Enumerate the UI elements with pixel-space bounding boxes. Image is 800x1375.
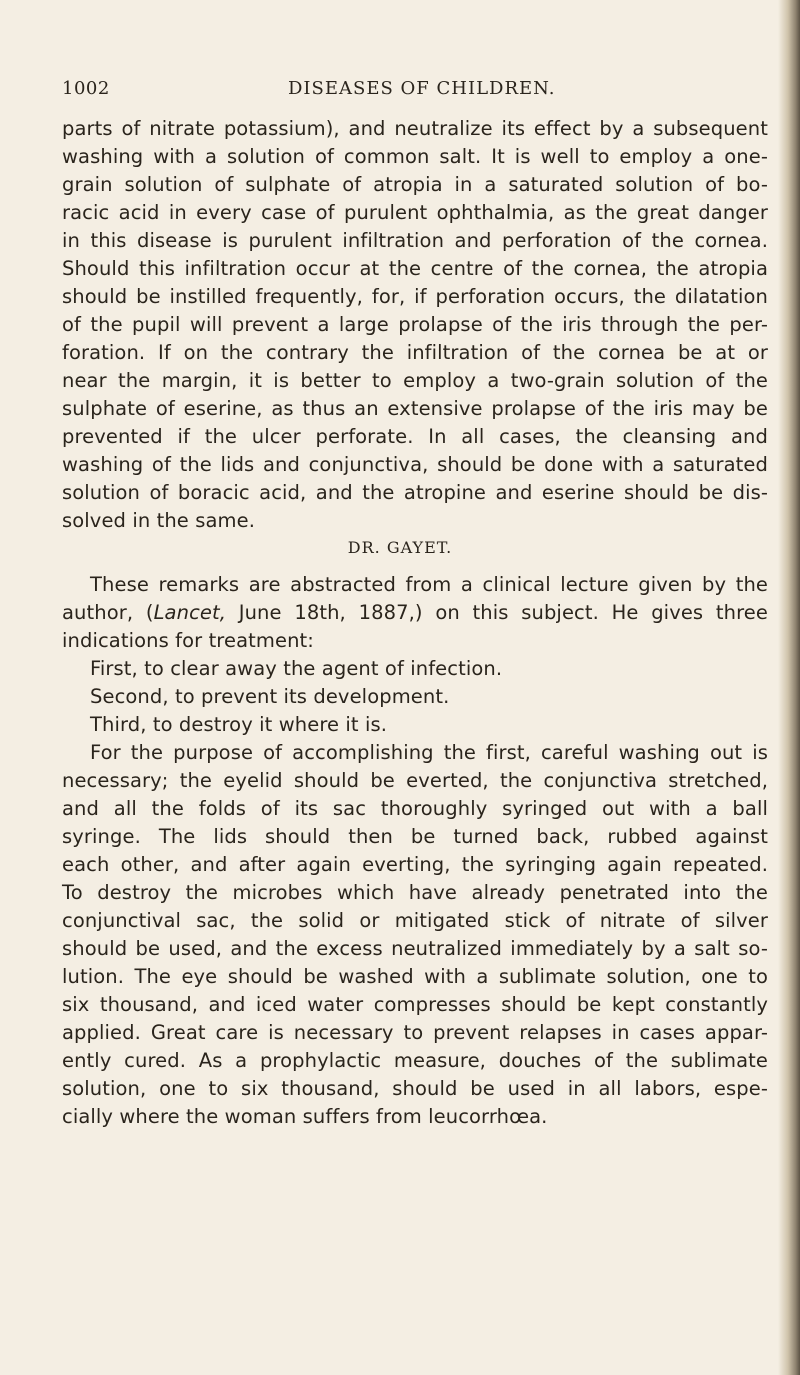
indication-item: Third, to destroy it where it is. bbox=[90, 713, 388, 736]
section-heading: DR. GAYET. bbox=[347, 538, 453, 557]
text-line: should be instilled frequently, for, if perforation occurs, the dilatation bbox=[62, 285, 768, 308]
running-title: DISEASES OF CHILDREN. bbox=[288, 78, 556, 99]
text-line: six thousand, and iced water compresses should be kept constantly bbox=[62, 993, 768, 1016]
journal-name: Lancet, bbox=[153, 601, 227, 624]
text-line: prevented if the ulcer perforate. In all cases, the cleansing and bbox=[62, 425, 768, 448]
text-line: grain solution of sulphate of atropia in a saturated solution of bo- bbox=[62, 173, 768, 196]
citation-prefix: author, ( bbox=[62, 601, 154, 624]
text-line: applied. Great care is necessary to prevent relapses in cases appar- bbox=[62, 1021, 768, 1044]
text-line: near the margin, it is better to employ a two-grain solution of the bbox=[62, 369, 768, 392]
text-line: cially where the woman suffers from leucorrhœa. bbox=[62, 1105, 548, 1128]
text-line-citation bbox=[62, 600, 768, 626]
page-number: 1002 bbox=[62, 78, 110, 99]
text-line: syringe. The lids should then be turned back, rubbed against bbox=[62, 825, 768, 848]
indication-item: First, to clear away the agent of infection. bbox=[90, 657, 503, 680]
text-line: lution. The eye should be washed with a sublimate solution, one to bbox=[62, 965, 768, 988]
text-line: These remarks are abstracted from a clinical lecture given by the bbox=[90, 573, 768, 596]
text-line: washing of the lids and conjunctiva, should be done with a saturated bbox=[62, 453, 768, 476]
text-line: washing with a solution of common salt. It is well to employ a one- bbox=[62, 145, 768, 168]
citation-suffix: June 18th, 1887,) on this subject. He gives three bbox=[226, 601, 769, 624]
text-line: necessary; the eyelid should be everted, the conjunctiva stretched, bbox=[62, 769, 768, 792]
text-line: foration. If on the contrary the infiltration of the cornea be at or bbox=[62, 341, 768, 364]
page-edge-shadow bbox=[778, 0, 800, 1375]
text-line: To destroy the microbes which have already penetrated into the bbox=[62, 881, 768, 904]
indication-item: Second, to prevent its development. bbox=[90, 685, 450, 708]
text-line: solved in the same. bbox=[62, 509, 255, 532]
text-line: sulphate of eserine, as thus an extensive prolapse of the iris may be bbox=[62, 397, 768, 420]
text-line: For the purpose of accomplishing the first, careful washing out is bbox=[90, 741, 768, 764]
text-line: and all the folds of its sac thoroughly syringed out with a ball bbox=[62, 797, 768, 820]
text-line: each other, and after again everting, the syringing again repeated. bbox=[62, 853, 768, 876]
text-line: racic acid in every case of purulent ophthalmia, as the great danger bbox=[62, 201, 768, 224]
page-header bbox=[62, 78, 762, 108]
text-line: parts of nitrate potassium), and neutralize its effect by a subsequent bbox=[62, 117, 768, 140]
text-line: of the pupil will prevent a large prolapse of the iris through the per- bbox=[62, 313, 768, 336]
text-line: conjunctival sac, the solid or mitigated stick of nitrate of silver bbox=[62, 909, 768, 932]
text-line: solution of boracic acid, and the atropine and eserine should be dis- bbox=[62, 481, 768, 504]
text-line: ently cured. As a prophylactic measure, douches of the sublimate bbox=[62, 1049, 768, 1072]
text-line: in this disease is purulent infiltration and perforation of the cornea. bbox=[62, 229, 768, 252]
text-line: Should this infiltration occur at the centre of the cornea, the atropia bbox=[62, 257, 768, 280]
text-line: should be used, and the excess neutralized immediately by a salt so- bbox=[62, 937, 768, 960]
text-line: solution, one to six thousand, should be used in all labors, espe- bbox=[62, 1077, 768, 1100]
text-line: indications for treatment: bbox=[62, 629, 314, 652]
